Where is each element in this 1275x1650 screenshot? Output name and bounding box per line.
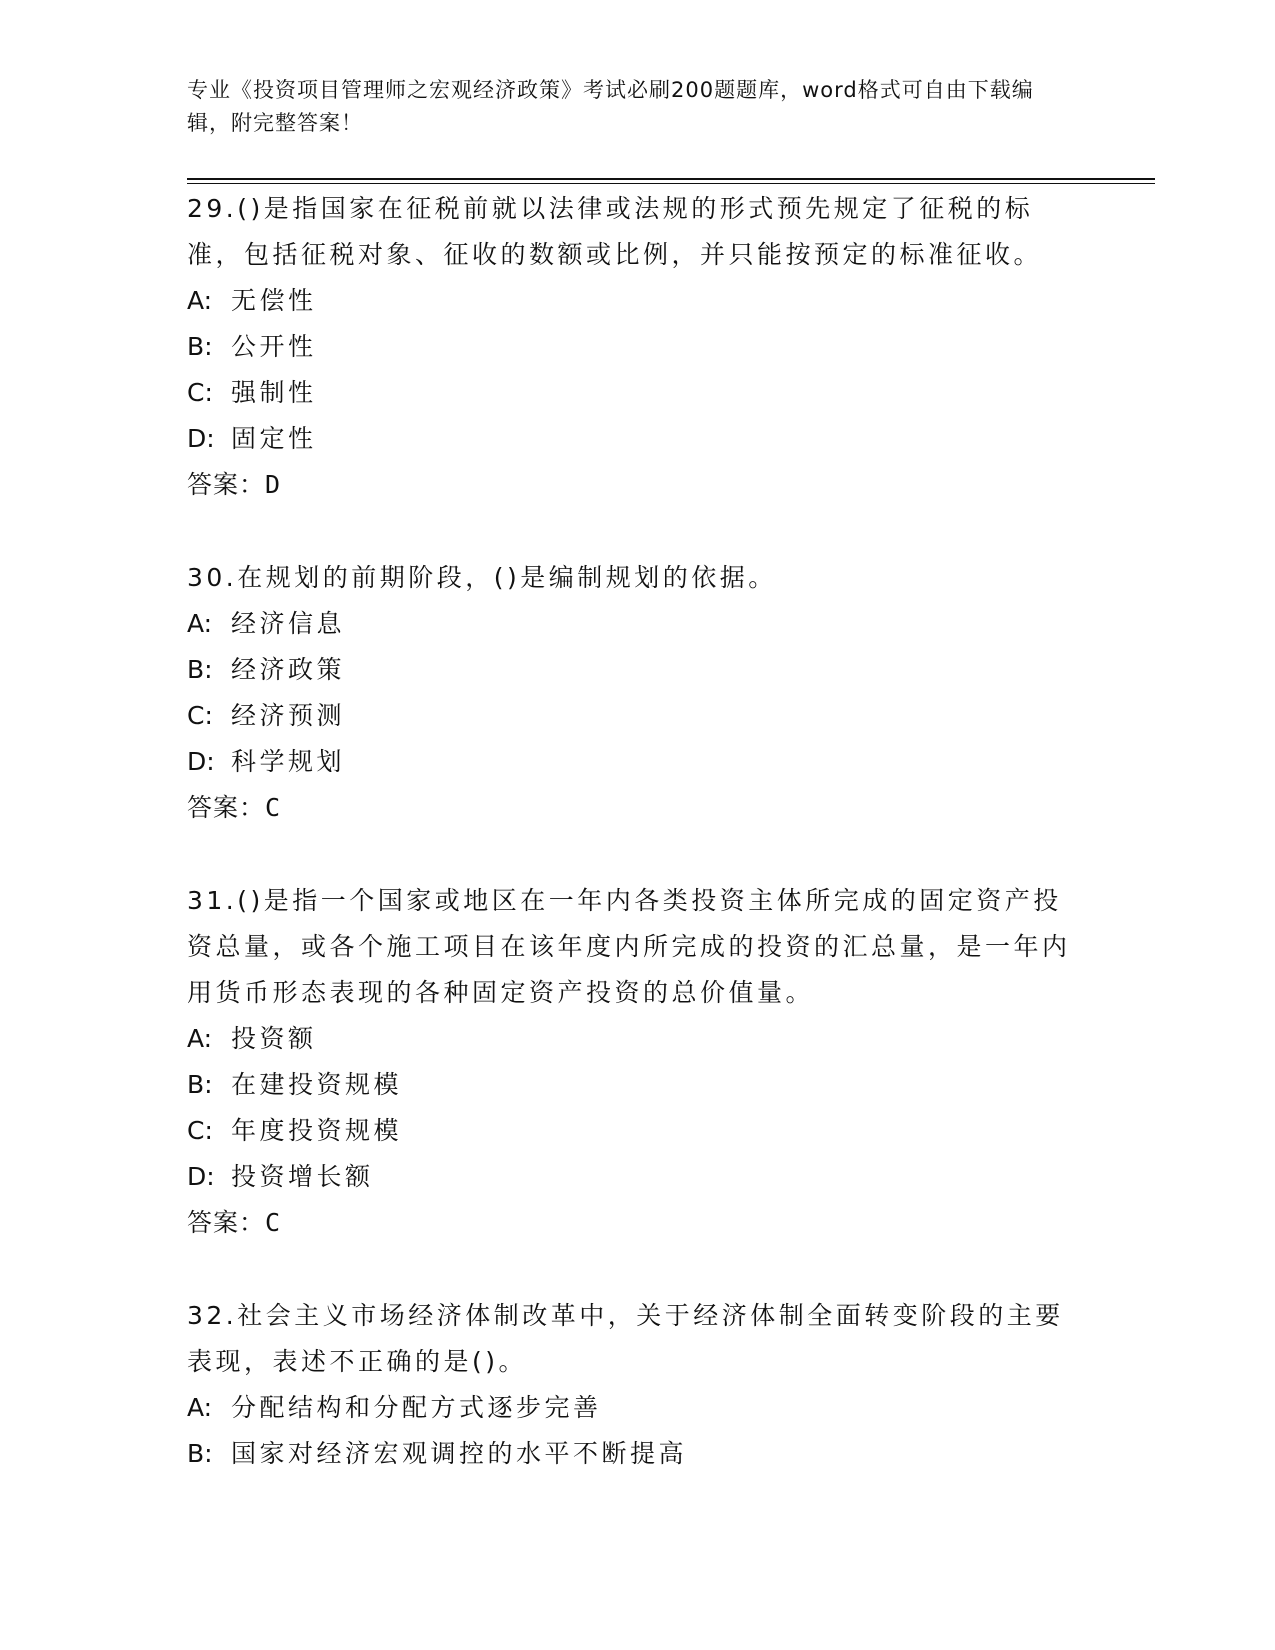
option-text: 投资额 (231, 1024, 317, 1053)
answer-line (187, 1200, 1087, 1246)
option-b (187, 1062, 1087, 1108)
option-letter: C: (187, 378, 213, 407)
option-letter: D: (187, 424, 215, 453)
option-text: 固定性 (231, 424, 317, 453)
option-c (187, 1108, 1087, 1154)
option-letter: A: (187, 1393, 213, 1422)
option-letter: B: (187, 1070, 213, 1099)
option-a (187, 601, 1087, 647)
option-text: 国家对经济宏观调控的水平不断提高 (231, 1439, 688, 1468)
answer-value: C (265, 793, 282, 822)
option-letter: B: (187, 1439, 213, 1468)
question-stem: 32.社会主义市场经济体制改革中，关于经济体制全面转变阶段的主要表现，表述不正确的是()。 (187, 1301, 1064, 1376)
answer-value: C (265, 1208, 282, 1237)
question-list (187, 186, 1087, 1524)
option-letter: D: (187, 747, 215, 776)
option-text: 公开性 (231, 332, 317, 361)
option-d (187, 416, 1087, 462)
header-divider (187, 178, 1155, 184)
answer-label: 答案： (187, 470, 266, 499)
document-header: 专业《投资项目管理师之宏观经济政策》考试必刷200题题库，word格式可自由下载编辑，附完整答案！ (187, 78, 1034, 135)
option-letter: C: (187, 1116, 213, 1145)
option-d (187, 1154, 1087, 1200)
option-d (187, 739, 1087, 785)
option-letter: A: (187, 286, 213, 315)
option-letter: B: (187, 332, 213, 361)
option-a (187, 1385, 1087, 1431)
option-text: 分配结构和分配方式逐步完善 (231, 1393, 602, 1422)
question-29 (187, 186, 1087, 508)
option-letter: A: (187, 609, 213, 638)
option-text: 在建投资规模 (231, 1070, 403, 1099)
option-text: 强制性 (231, 378, 317, 407)
option-letter: D: (187, 1162, 215, 1191)
question-31 (187, 878, 1087, 1246)
answer-label: 答案： (187, 1208, 266, 1237)
option-text: 经济政策 (231, 655, 346, 684)
question-30 (187, 555, 1087, 831)
option-a (187, 278, 1087, 324)
answer-line (187, 462, 1087, 508)
option-letter: C: (187, 701, 213, 730)
option-text: 经济信息 (231, 609, 346, 638)
option-text: 投资增长额 (231, 1162, 374, 1191)
option-text: 科学规划 (231, 747, 346, 776)
answer-value: D (265, 470, 282, 499)
option-text: 无偿性 (231, 286, 317, 315)
option-letter: A: (187, 1024, 213, 1053)
option-a (187, 1016, 1087, 1062)
option-c (187, 370, 1087, 416)
option-c (187, 693, 1087, 739)
question-stem: 30.在规划的前期阶段，()是编制规划的依据。 (187, 563, 777, 592)
option-text: 年度投资规模 (231, 1116, 403, 1145)
question-stem: 29.()是指国家在征税前就以法律或法规的形式预先规定了征税的标准，包括征税对象、征收的数额或比例，并只能按预定的标准征收。 (187, 194, 1043, 269)
question-32 (187, 1293, 1087, 1477)
option-b (187, 1431, 1087, 1477)
option-b (187, 647, 1087, 693)
answer-label: 答案： (187, 793, 266, 822)
option-b (187, 324, 1087, 370)
option-letter: B: (187, 655, 213, 684)
option-text: 经济预测 (231, 701, 346, 730)
question-stem: 31.()是指一个国家或地区在一年内各类投资主体所完成的固定资产投资总量，或各个施工项目在该年度内所完成的投资的汇总量，是一年内用货币形态表现的各种固定资产投资的总价值量。 (187, 886, 1071, 1007)
answer-line (187, 785, 1087, 831)
